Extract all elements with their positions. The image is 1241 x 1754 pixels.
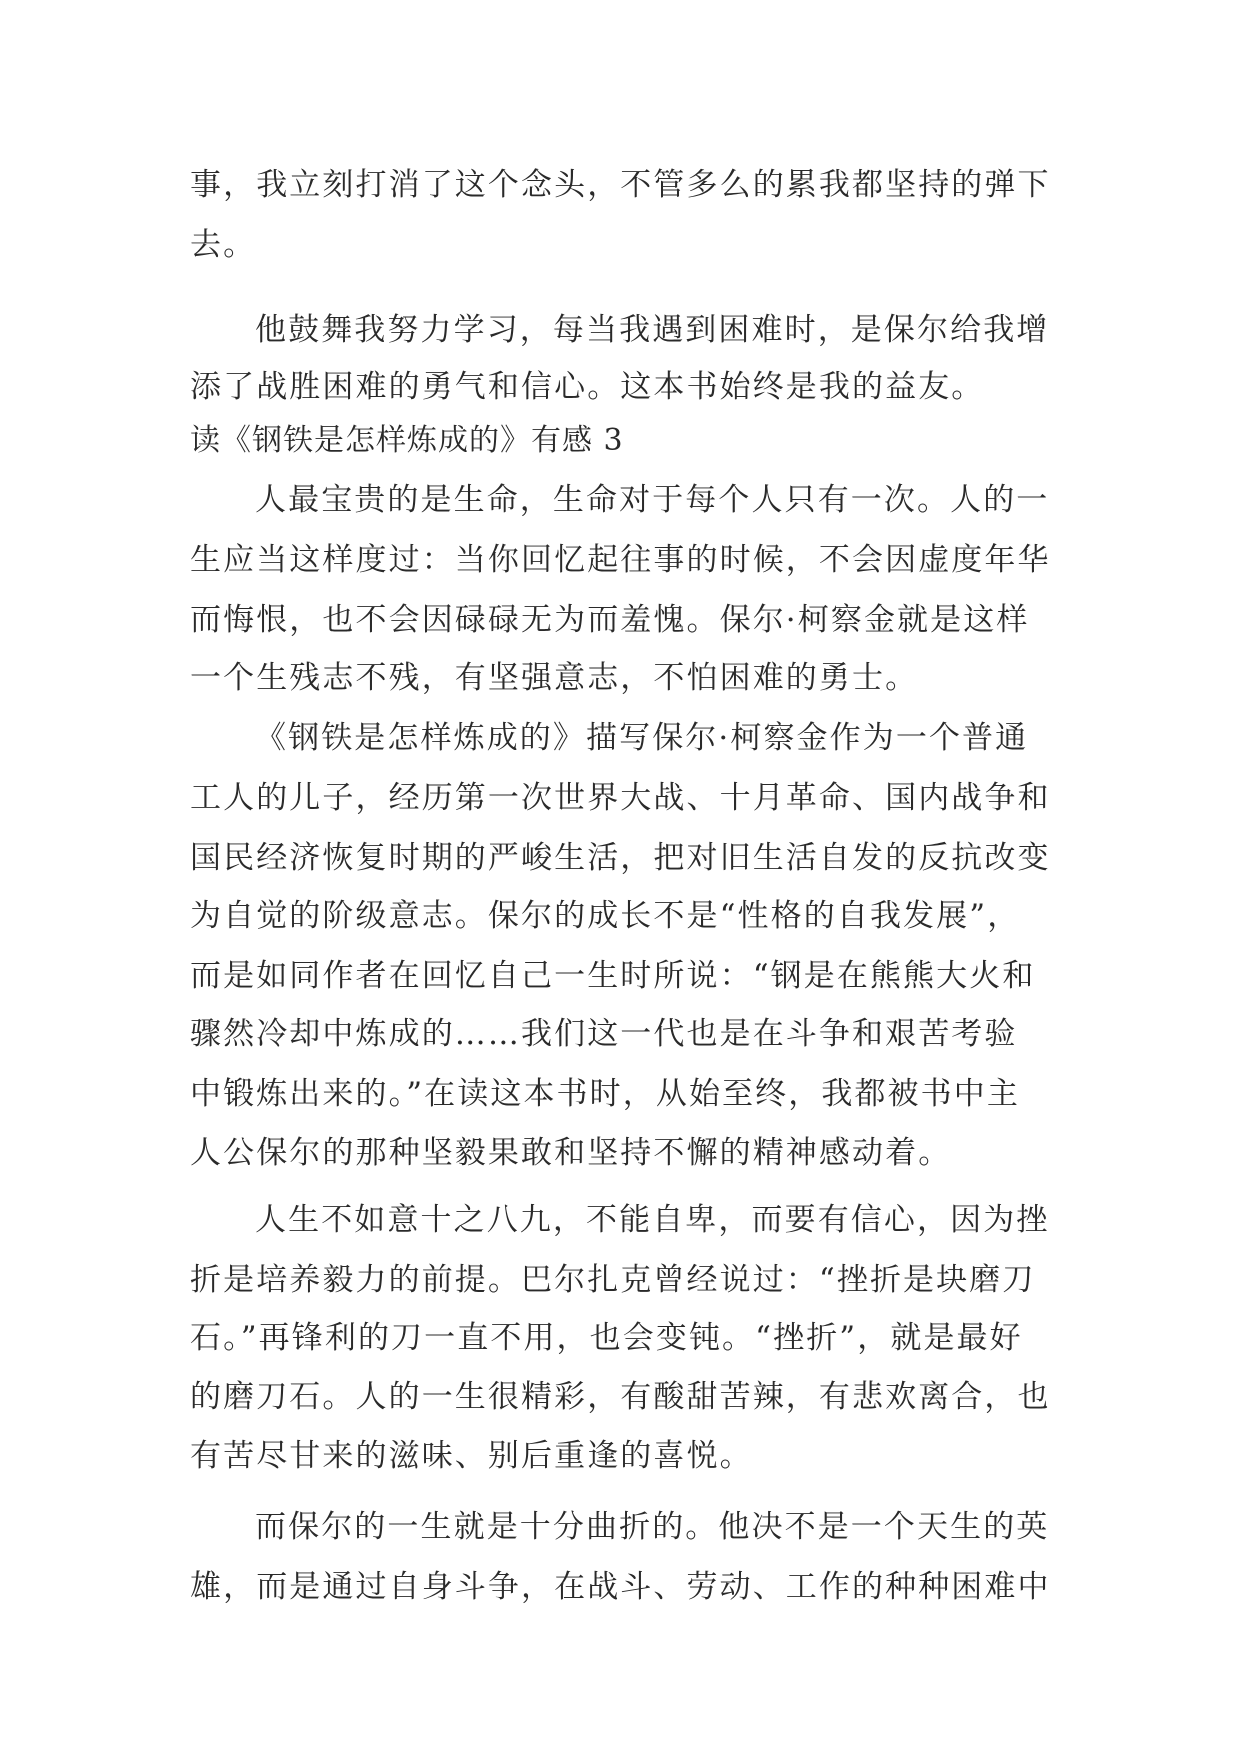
body-text-line: 国民经济恢复时期的严峻生活，把对旧生活自发的反抗改变 bbox=[190, 840, 1051, 876]
paragraph-first-line: 人最宝贵的是生命，生命对于每个人只有一次。人的一 bbox=[255, 482, 1050, 518]
paragraph-first-line: 他鼓舞我努力学习，每当我遇到困难时，是保尔给我增 bbox=[255, 312, 1050, 348]
body-text-line: 人公保尔的那种坚毅果敢和坚持不懈的精神感动着。 bbox=[190, 1135, 952, 1171]
body-text-line: 有苦尽甘来的滋味、别后重逢的喜悦。 bbox=[190, 1438, 753, 1474]
paragraph-first-line: 《钢铁是怎样炼成的》描写保尔·柯察金作为一个普通 bbox=[255, 720, 1029, 756]
body-text-line: 去。 bbox=[190, 227, 257, 263]
body-text-line: 为自觉的阶级意志。保尔的成长不是“性格的自我发展”， bbox=[190, 898, 1021, 934]
body-text-line: 折是培养毅力的前提。巴尔扎克曾经说过：“挫折是块磨刀 bbox=[190, 1262, 1036, 1298]
body-text-line: 工人的儿子，经历第一次世界大战、十月革命、国内战争和 bbox=[190, 780, 1051, 816]
body-text-line: 而是如同作者在回忆自己一生时所说：“钢是在熊熊大火和 bbox=[190, 958, 1036, 994]
body-text-line: 事，我立刻打消了这个念头，不管多么的累我都坚持的弹下 bbox=[190, 167, 1051, 203]
body-text-line: 骤然冷却中炼成的……我们这一代也是在斗争和艰苦考验 bbox=[190, 1016, 1018, 1052]
body-text-line: 石。”再锋利的刀一直不用，也会变钝。“挫折”，就是最好 bbox=[190, 1320, 1023, 1356]
body-text-line: 的磨刀石。人的一生很精彩，有酸甜苦辣，有悲欢离合，也 bbox=[190, 1379, 1051, 1415]
body-text-line: 中锻炼出来的。”在读这本书时，从始至终，我都被书中主 bbox=[190, 1076, 1020, 1112]
section-heading: 读《钢铁是怎样炼成的》有感 3 bbox=[190, 423, 624, 458]
paragraph-first-line: 人生不如意十之八九，不能自卑，而要有信心，因为挫 bbox=[255, 1202, 1050, 1238]
body-text-line: 生应当这样度过：当你回忆起往事的时候，不会因虚度年华 bbox=[190, 542, 1051, 578]
paragraph-first-line: 而保尔的一生就是十分曲折的。他决不是一个天生的英 bbox=[255, 1509, 1050, 1545]
body-text-line: 添了战胜困难的勇气和信心。这本书始终是我的益友。 bbox=[190, 369, 985, 405]
body-text-line: 而悔恨，也不会因碌碌无为而羞愧。保尔·柯察金就是这样 bbox=[190, 602, 1030, 638]
body-text-line: 雄，而是通过自身斗争，在战斗、劳动、工作的种种困难中 bbox=[190, 1569, 1051, 1605]
body-text-line: 一个生残志不残，有坚强意志，不怕困难的勇士。 bbox=[190, 660, 919, 696]
